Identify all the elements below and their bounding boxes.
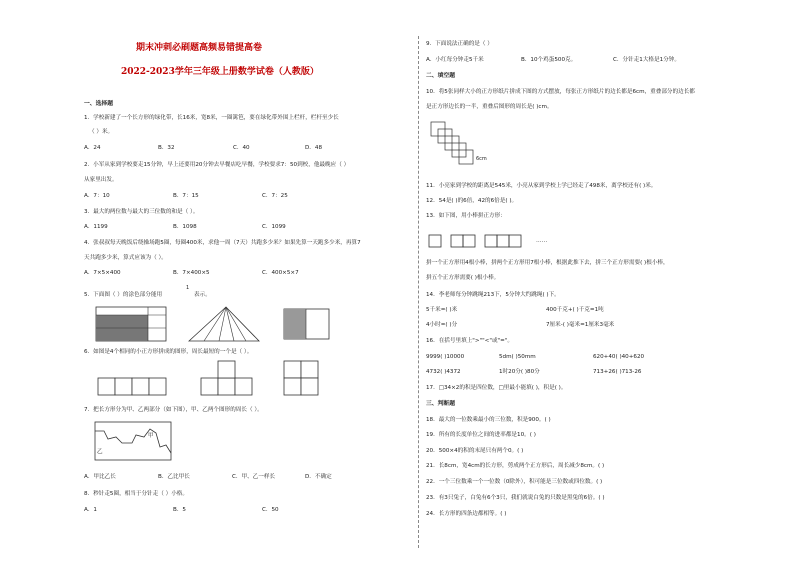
question-3: 3．最大的两位数与最大的三位数的和是（ ）。 <box>84 209 199 215</box>
q1-option-c: C．40 <box>233 145 250 151</box>
question-13-text: 拼一个正方形用4根小棒，拼两个正方形用7根小棒，根据此推下去，拼三个正方形需要( )根小棒， <box>426 260 669 266</box>
q4-option-c: C．400×5×7 <box>262 270 299 276</box>
q4-option-a: A．7×5×400 <box>84 270 121 276</box>
q2-option-c: C．7：25 <box>262 193 288 199</box>
question-9: 9．下面说法正确的是（ ） <box>426 41 493 47</box>
q8-option-b: B．5 <box>173 507 186 513</box>
question-4: 4．张叔叔每天晚饭后绕操场跑5圈，每圈400米，求他一周（7天）共跑多少米？如果先算一天跑多少米，再算7 <box>84 240 361 246</box>
question-10-cont: 是正方形边长的一半，重叠后图形的周长是( )cm。 <box>426 104 553 110</box>
q16-item-5: 1时20分( )80分 <box>499 369 540 375</box>
q4-option-b: B．7×400×5 <box>173 270 210 276</box>
question-1: 1．学校新建了一个长方形的绿化带，长16米，宽8米，一圈篱笆，要在绿化带外围上栏杆，栏杆至少长 <box>84 115 339 121</box>
q3-option-c: C．1099 <box>262 224 286 230</box>
q15-item-4: 7厘米-( )毫米=1厘米3毫米 <box>546 322 615 328</box>
q10-size-label: 6cm <box>476 156 487 162</box>
question-13-text-2: 拼五个正方形需要( )根小棒。 <box>426 275 500 281</box>
q16-item-1: 9999( )10000 <box>426 354 465 360</box>
section-fill-heading: 二、填空题 <box>426 73 455 79</box>
question-17: 17．□34×2的积是四位数，□里最小能填( )，积是( )。 <box>426 385 567 391</box>
q16-item-4: 4732( )4372 <box>426 369 461 375</box>
q15-item-3: 4小时=( )分 <box>426 322 458 328</box>
q7-label-jia: 甲 <box>148 433 154 439</box>
column-divider <box>418 36 419 548</box>
q13-ellipsis: …… <box>536 238 548 244</box>
q1-option-b: B．32 <box>158 145 175 151</box>
question-8: 8．秒针走5圈，相当于分针走（ ）小格。 <box>84 491 188 497</box>
page-title: 期末冲刺必刷题高频易错提高卷 <box>136 43 263 53</box>
q2-option-b: B．7：15 <box>173 193 199 199</box>
q1-option-d: D．48 <box>305 145 323 151</box>
q7-label-yi: 乙 <box>97 449 103 455</box>
q7-option-b: B．乙比甲长 <box>158 474 190 480</box>
question-10: 10．将5张同样大小的正方形纸片拼成下图的方式摆放，每张正方形纸片的边长都是6cm，重叠部分的边长都 <box>426 89 695 95</box>
question-24: 24．长方形的四条边都相等。( ) <box>426 511 507 517</box>
question-6: 6．如图是4个相同的小正方形拼成的图形，周长最短的一个是（ ）。 <box>84 349 253 355</box>
question-21: 21．长8cm，宽4cm的长方形，剪成两个正方形后，周长减少8cm。( ) <box>426 463 605 469</box>
q1-option-a: A．24 <box>84 145 101 151</box>
q7-option-c: C．甲、乙一样长 <box>232 474 276 480</box>
question-18: 18．最大的一位数乘最小的三位数，积是900。( ) <box>426 417 551 423</box>
q9-option-b: B．10个鸡蛋500克。 <box>521 57 577 63</box>
q6-figures <box>94 362 344 398</box>
q7-option-a: A．甲比乙长 <box>84 474 116 480</box>
q9-option-a: A．小红每分钟走5千米 <box>426 57 484 63</box>
question-13: 13．如下图，用小棒拼正方形： <box>426 213 506 219</box>
question-22: 22．一个三位数乘一个一位数（0除外），积可能是三位数或四位数。( ) <box>426 479 603 485</box>
question-5-end: 表示。 <box>194 292 211 298</box>
question-14: 14．李老师每分钟跳绳213下，5分钟大约跳绳( )下。 <box>426 292 560 298</box>
section-choice-heading: 一、选择题 <box>84 101 113 107</box>
question-20: 20．500×4的积的末尾只有两个0。( ) <box>426 448 524 454</box>
question-7: 7．把长方形分为甲、乙两部分（如下图），甲、乙两个图形的周长（ ）。 <box>84 407 263 413</box>
question-19: 19．所有的长度单位之间的进率都是10。( ) <box>426 432 536 438</box>
q15-item-1: 5千米=( )米 <box>426 307 458 313</box>
question-2: 2．小军从家到学校要走15分钟，早上还要用20分钟去早餐店吃早餐，学校要求7：50到校，他最晚应（ ） <box>84 162 350 168</box>
q8-option-c: C．50 <box>262 507 279 513</box>
q5-fraction-numerator: 1 <box>186 285 190 291</box>
q13-figure <box>428 233 528 249</box>
q3-option-a: A．1199 <box>84 224 108 230</box>
question-2-cont: 从家里出发。 <box>84 177 118 183</box>
q5-figures <box>94 305 334 343</box>
question-23: 23．有3只兔子，白兔有6个3只，我们就说白兔的只数是黑兔的6倍。( ) <box>426 495 605 501</box>
q8-option-a: A．1 <box>84 507 97 513</box>
question-4-cont: 天共跑多少米，算式应该为（ ）。 <box>84 255 167 261</box>
question-11: 11．小亮家到学校的距离是545米，小亮从家到学校上学已经走了498米，离学校还有( )米。 <box>426 183 657 189</box>
q7-option-d: D．不确定 <box>305 474 332 480</box>
q2-option-a: A．7：10 <box>84 193 110 199</box>
question-12: 12．54是( )的6倍，42的6倍是( )。 <box>426 198 518 204</box>
q9-option-c: C．分针走1大格是1分钟。 <box>613 57 680 63</box>
section-judge-heading: 三、判断题 <box>426 401 455 407</box>
question-5: 5．下面图（ ）的涂色部分能用 <box>84 292 163 298</box>
q3-option-b: B．1098 <box>173 224 197 230</box>
q16-item-2: 5dm( )50mm <box>499 354 536 360</box>
q16-item-3: 620+40( )40+620 <box>593 354 645 360</box>
q16-item-6: 713+26( )713-26 <box>593 369 642 375</box>
q7-figure <box>94 421 174 463</box>
q15-item-2: 400千克+( )千克=1吨 <box>546 307 604 313</box>
question-16: 16．在括号里填上">""<"或"="。 <box>426 338 513 344</box>
page-subtitle: 2022-2023学年三年级上册数学试卷（人教版） <box>121 67 319 77</box>
question-1-cont: （ ）米。 <box>89 129 114 135</box>
